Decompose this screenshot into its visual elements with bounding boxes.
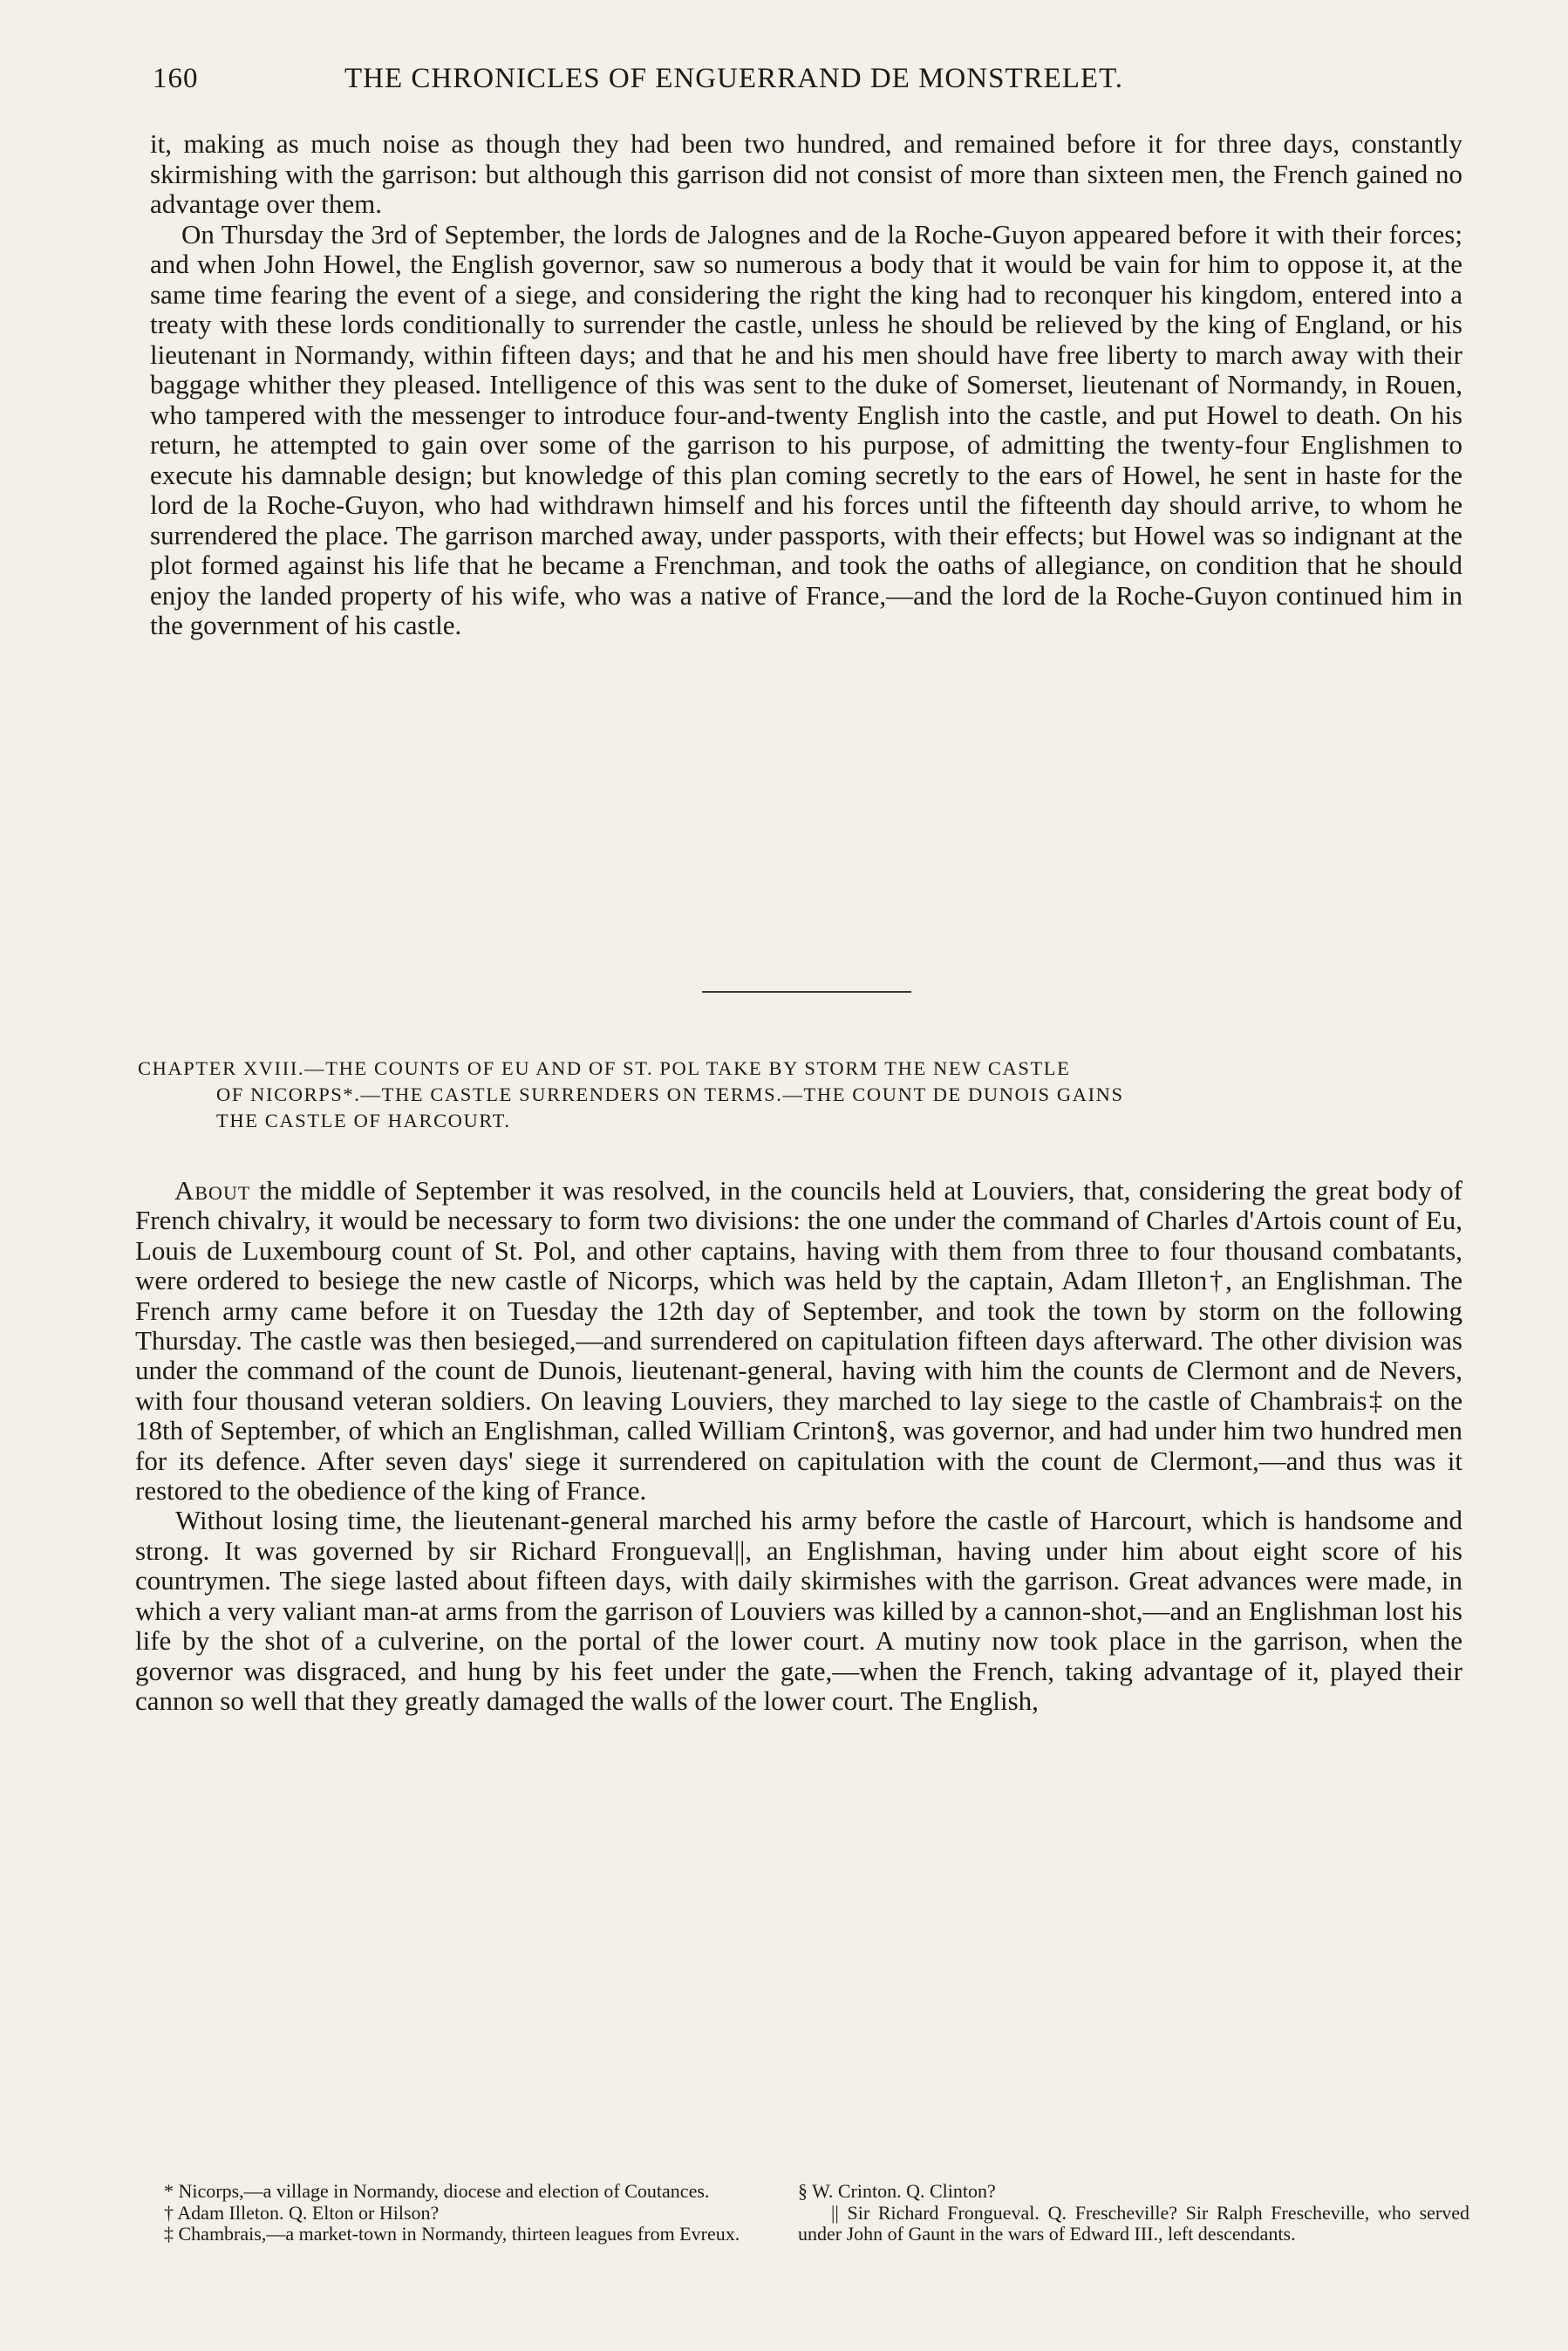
running-head: THE CHRONICLES OF ENGUERRAND DE MONSTRELET.	[344, 63, 1124, 94]
section-divider	[702, 991, 911, 993]
chapter-text	[135, 1176, 1462, 1716]
footnote: ‡ Chambrais,—a market-town in Normandy, thirteen leagues from Evreux.	[164, 2223, 740, 2245]
footnote: * Nicorps,—a village in Normandy, diocese and election of Coutances.	[164, 2180, 710, 2202]
footnote: † Adam Illeton. Q. Elton or Hilson?	[164, 2201, 440, 2224]
chapter-heading-line: CHAPTER XVIII.—THE COUNTS OF EU AND OF ST. POL TAKE BY STORM THE NEW CASTLE	[138, 1057, 1071, 1079]
body-text	[150, 129, 1462, 641]
chapter-heading-line: THE CASTLE OF HARCOURT.	[216, 1110, 511, 1131]
footnote: || Sir Richard Frongueval. Q. Frescheville? Sir Ralph Frescheville, who served under John of Gaunt in the wars of Edward III., left descendants.	[798, 2201, 1469, 2245]
footnotes-left-column	[131, 2181, 776, 2245]
chapter-heading-line: OF NICORPS*.—THE CASTLE SURRENDERS ON TERMS.—THE COUNT DE DUNOIS GAINS	[216, 1083, 1124, 1105]
page-number: 160	[153, 63, 199, 94]
chapter-paragraph	[135, 1176, 1462, 1506]
chapter-paragraph: Without losing time, the lieutenant-general marched his army before the castle of Harcourt, which is handsome and strong. It was governed by sir Richard Frongueval||, an Englishman, having under him about eight score of his countrymen. The siege lasted about fifteen days, with daily skirmishes with the garrison. Great advances were made, in which a very valiant man-at arms from the garrison of Louviers was killed by a cannon-shot,—and an Englishman lost his life by the shot of a culverine, on the portal of the lower court. A mutiny now took place in the garrison, when the governor was disgraced, and hung by his feet under the gate,—when the French, taking advantage of it, played their cannon so well that they greatly damaged the walls of the lower court. The English,	[135, 1505, 1462, 1716]
body-paragraph: it, making as much noise as though they had been two hundred, and remained before it for three days, constantly skirmishing with the garrison: but although this garrison did not consist of more than sixteen men, the French gained no advantage over them.	[150, 128, 1462, 219]
footnotes-right-column	[798, 2181, 1469, 2245]
body-paragraph: On Thursday the 3rd of September, the lords de Jalognes and de la Roche-Guyon appeared before it with their forces; and when John Howel, the English governor, saw so numerous a body that it would be vain for him to oppose it, at the same time fearing the event of a siege, and considering the right the king had to reconquer his kingdom, entered into a treaty with these lords conditionally to surrender the castle, unless he should be relieved by the king of England, or his lieutenant in Normandy, within fifteen days; and that he and his men should have free liberty to march away with their baggage whither they pleased. Intelligence of this was sent to the duke of Somerset, lieutenant of Normandy, in Rouen, who tampered with the messenger to introduce four-and-twenty English into the castle, and put Howel to death. On his return, he attempted to gain over some of the garrison to his purpose, of admitting the twenty-four Englishmen to execute his damnable design; but knowledge of this plan coming secretly to the ears of Howel, he sent in haste for the lord de la Roche-Guyon, who had withdrawn himself and his forces until the fifteenth day should arrive, to whom he surrendered the place. The garrison marched away, under passports, with their effects; but Howel was so indignant at the plot formed against his life that he became a Frenchman, and took the oaths of allegiance, on condition that he should enjoy the landed property of his wife, who was a native of France,—and the lord de la Roche-Guyon continued him in the government of his castle.	[150, 218, 1462, 640]
chapter-paragraph-text: the middle of September it was resolved, in the councils held at Louviers, that, considering the great body of French chivalry, it would be necessary to form two divisions: the one under the command of Charles d'Artois count of Eu, Louis de Luxembourg count of St. Pol, and other captains, having with them from three to four thousand combatants, were ordered to besiege the new castle of Nicorps, which was held by the captain, Adam Illeton†, an Englishman. The French army came before it on Tuesday the 12th day of September, and took the town by storm on the following Thursday. The castle was then besieged,—and surrendered on capitulation fifteen days afterward. The other division was under the command of the count de Dunois, lieutenant-general, having with him the counts de Clermont and de Nevers, with four thousand veteran soldiers. On leaving Louviers, they marched to lay siege to the castle of Chambrais‡ on the 18th of September, of which an Englishman, called William Crinton§, was governor, and had under him two hundred men for its defence. After seven days' siege it surrendered on capitulation with the count de Clermont,—and thus was it restored to the obedience of the king of France.	[135, 1175, 1462, 1507]
page-header	[153, 63, 1478, 106]
chapter-heading	[138, 1056, 1463, 1134]
footnote: § W. Crinton. Q. Clinton?	[798, 2180, 996, 2202]
lead-word: About	[174, 1175, 251, 1206]
